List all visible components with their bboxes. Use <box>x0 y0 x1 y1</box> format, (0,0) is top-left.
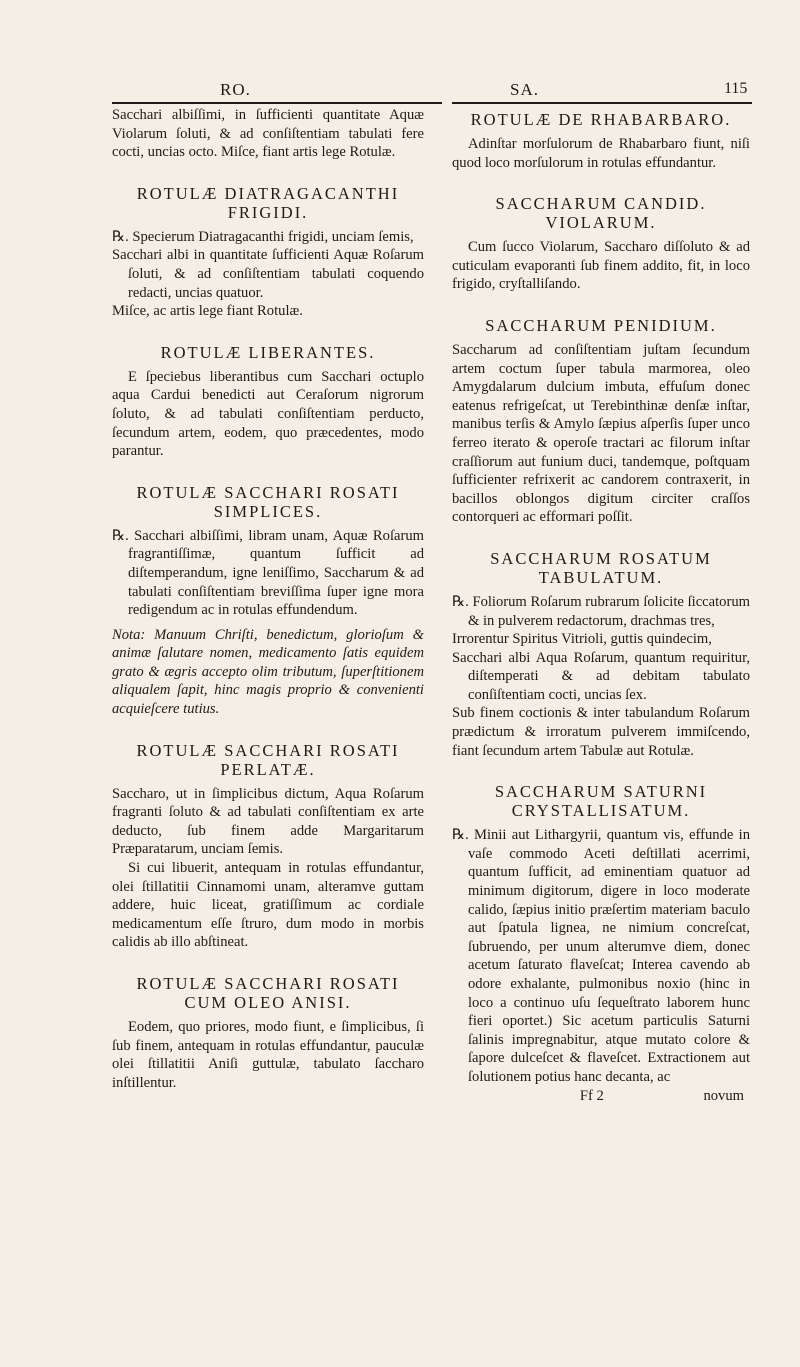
page-footer <box>452 1087 750 1106</box>
recipe-intro: Sacchari albiſſimi, in ſufficienti quantitate Aquæ Violarum ſoluti, & ad conſiſtentiam tabulati fere cocti, uncias octo. Miſce, fiant artis lege Rotulæ. <box>112 107 424 161</box>
recipe-line: Miſce, ac artis lege fiant Rotulæ. <box>112 303 303 320</box>
section-title: SACCHARUM CANDID. VIOLARUM. <box>495 194 707 233</box>
recipe-line: ℞. Foliorum Roſarum rubrarum ſolicite ſiccatorum & in pulverem redactorum, drachmas tres, <box>452 593 750 629</box>
page-number: 115 <box>724 80 748 97</box>
recipe-text: Cum ſucco Violarum, Saccharo diſſoluto & ad cuticulam evaporanti ſub finem addito, fit, in loco frigido, cryſtalliſando. <box>452 239 750 293</box>
recipe-text: Saccharo, ut in ſimplicibus dictum, Aqua Roſarum fragranti ſoluto & ad tabulati conſiſtentiam ex arte deducto, ſub finem adde Margaritarum Præparatarum, unciam ſemis. <box>112 785 424 858</box>
recipe-text: ℞. Sacchari albiſſimi, libram unam, Aquæ Roſarum fragrantiſſimæ, quantum ſufficit ad diſtemperandum, igne leniſſimo, Saccharum & ad tabulati conſiſtentiam breviſſima ſuper igne mora redigendum ac in rotulas effundendum. <box>112 527 424 619</box>
left-column <box>112 106 424 1092</box>
right-column <box>452 106 750 1105</box>
recipe-line: Sacchari albi in quantitate ſufficienti Aquæ Roſarum ſoluti, & ad conſiſtentiam tabulati coquendo redacti, uncias quatuor. <box>112 247 424 301</box>
running-head-left: RO. <box>220 80 251 99</box>
recipe-line: Irrorentur Spiritus Vitrioli, guttis quindecim, <box>452 631 712 648</box>
recipe-line: Sacchari albi Aqua Roſarum, quantum requiritur, diſtemperati & ad debitam tabulato conſiſtentiam cocti, uncias ſex. <box>452 649 750 703</box>
section-title: ROTULÆ SACCHARI ROSATI PERLATÆ. <box>136 740 400 779</box>
recipe-text: Eodem, quo priores, modo fiunt, e ſimplicibus, ſi ſub finem, antequam in rotulas effundantur, pauculæ olei ſtillatitii Aniſi guttulæ, tabulato ſaccharo inſtillentur. <box>112 1019 424 1091</box>
section-title: ROTULÆ SACCHARI ROSATI SIMPLICES. <box>136 482 400 521</box>
catchword: novum <box>703 1087 744 1104</box>
section-title: SACCHARUM ROSATUM TABULATUM. <box>490 548 712 587</box>
section-title: SACCHARUM PENIDIUM. <box>485 315 717 335</box>
header-rule-right <box>452 102 752 104</box>
recipe-note: Nota: Manuum Chriſti, benedictum, glorioſum & animæ ſalutare nomen, medicamento ſatis equidem grato & ægris accepto olim tributum, ſuperſtitionem aliqualem ſapit, hinc magis proprio & convenienti acquieſcere tutius. <box>112 626 424 718</box>
recipe-text: Saccharum ad conſiſtentiam juſtam ſecundum artem coctum ſuper tabula marmorea, oleo Amygdalarum dulcium imbuta, effuſum donec eatenus refrigeſcat, ut Terebinthinæ denſæ inſtar, manibus terſis & Amylo ſæpius aſperſis ſuper unco ferreo iterato & operoſe tractari ac filorum inſtar craſſiorum aut funium duci, tandemque, poſtquam ſufficienter refrixerit ac candorem contraxerit, in bacillos oblongos digitum circiter craſſos contorqueri ac efformari poſſit. <box>452 341 750 526</box>
recipe-text: Si cui libuerit, antequam in rotulas effundantur, olei ſtillatitii Cinnamomi unam, alteramve guttam addere, huic liceat, gratiſſimum ac cordiale medicamentum eſſe ſtruro, dum modo in morbis calidis ab illo abſtineat. <box>112 860 424 951</box>
section-title: SACCHARUM SATURNI CRYSTALLISATUM. <box>494 782 708 821</box>
section-title: ROTULÆ DE RHABARBARO. <box>470 110 732 129</box>
header-rule-left <box>112 102 442 104</box>
signature-mark: Ff 2 <box>579 1087 604 1104</box>
recipe-text: Adinſtar morſulorum de Rhabarbaro fiunt, niſi quod loco morſulorum in rotulas effundantur. <box>452 136 750 171</box>
recipe-text: E ſpeciebus liberantibus cum Sacchari octuplo aqua Cardui benedicti aut Ceraſorum nigrorum ſoluto, & ad tabulati conſiſtentiam perducto, ſecundum artem, eodem, quo præcedentes, modo parantur. <box>112 368 424 460</box>
running-head-right: SA. <box>510 80 539 99</box>
section-title: ROTULÆ SACCHARI ROSATI CUM OLEO ANISI. <box>136 974 400 1012</box>
recipe-line: ℞. Specierum Diatragacanthi frigidi, unciam ſemis, <box>112 228 414 245</box>
section-title: ROTULÆ DIATRAGACANTHI FRIGIDI. <box>136 183 400 222</box>
recipe-line: Sub finem coctionis & inter tabulandum Roſarum prædictum & irroratum pulverem immiſcendo, fiant ſecundum artem Tabulæ aut Rotulæ. <box>452 705 750 759</box>
section-title: ROTULÆ LIBERANTES. <box>160 342 376 362</box>
recipe-text: ℞. Minii aut Lithargyrii, quantum vis, effunde in vaſe commodo Aceti deſtillati acerrimi, quantum ſufficit, ad eminentiam quatuor ad minimum digitorum, digere in loco moderate calido, ſæpius initio præſertim materiam baculo aut ſpatula lignea, ne nimium concreſcat, ſubruendo, per unum alterumve diem, donec acetum ſaturato flaveſcat; Interea cavendo ab odore exhalante, pulmonibus noxio (hinc in loco a continuo uſu ſequeſtrato laborem hunc fieri oportet.) Sic acetum particulis Saturni ſalinis impregnabitur, atque mutato colore & ſapore dulceſcet & flaveſcet. Extractionem aut ſolutionem potius hanc decanta, ac <box>452 827 750 1085</box>
